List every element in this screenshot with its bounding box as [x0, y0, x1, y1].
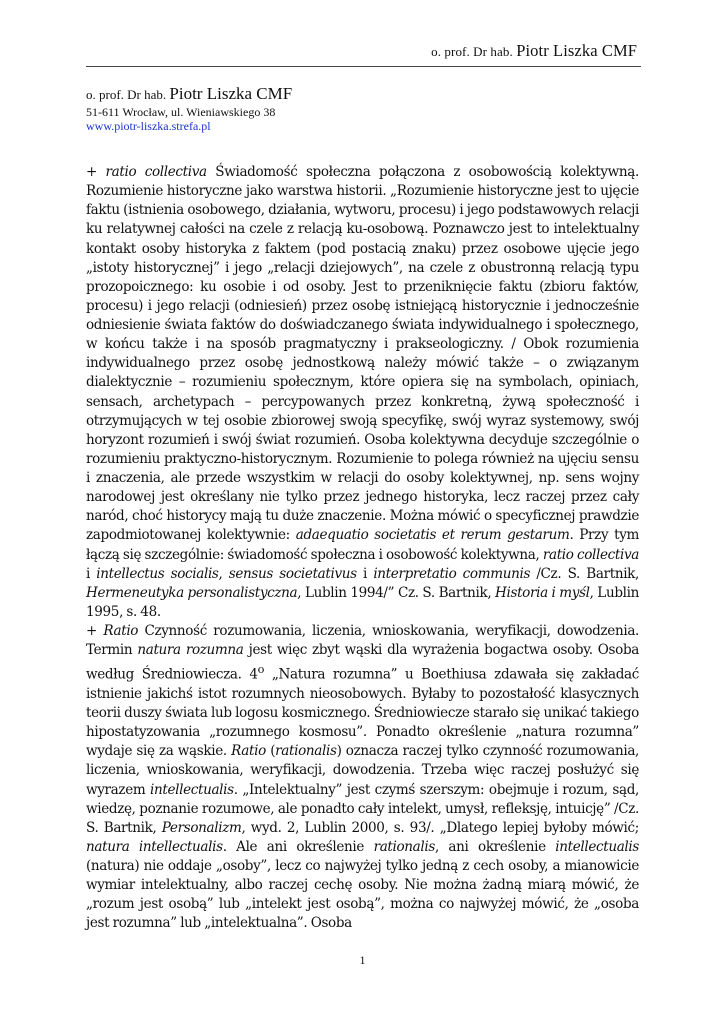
author-address: 51-611 Wrocław, ul. Wieniawskiego 38 — [86, 105, 276, 119]
author-line — [86, 84, 292, 105]
text-run: jest więc zbyt wąski dla wyrażenia bogactwa osoby. Osoba według Średniowiecza. 4 — [86, 642, 639, 683]
text-run: , wyd. 2, Lublin 2000, s. 93/. „Dlatego lepiej byłoby mówić; — [241, 819, 639, 836]
entry-ratio — [86, 622, 639, 934]
author-website-link[interactable]: www.piotr-liszka.strefa.pl — [86, 119, 211, 133]
text-run: + — [86, 623, 104, 639]
text-run: . Ale ani określenie — [222, 838, 374, 855]
text-run: Czynność rozumowania, liczenia, wnioskowania, weryfikacji, dowodzenia. Termin — [86, 623, 640, 659]
text-run: , — [218, 565, 229, 582]
header-prefix: o. prof. Dr hab. — [431, 44, 513, 59]
italic-term: intellectus socialis — [96, 565, 219, 582]
text-run: ) oznacza raczej tylko czynność rozumowania, liczenia, wnioskowania, weryfikacji, dowodzenia. Trzeba więc raczej posłużyć się wyrazem — [86, 743, 640, 798]
italic-term: adaequatio societatis et rerum gestarum — [295, 527, 570, 544]
author-prefix: o. prof. Dr hab. — [86, 87, 167, 102]
text-run: i — [356, 565, 374, 582]
italic-term: ratio collectiva — [105, 164, 207, 180]
italic-term: ratio collectiva — [542, 546, 639, 563]
italic-term: natura intellectualis — [86, 838, 223, 855]
author-block — [86, 84, 292, 133]
italic-book-title: Historia i myśl — [495, 584, 590, 601]
page-number: 1 — [359, 953, 366, 967]
italic-term: sensus societativus — [228, 565, 357, 582]
italic-term: interpretatio communis — [373, 565, 531, 582]
italic-term: natura rozumna — [137, 642, 244, 659]
italic-term: rationalis — [275, 743, 337, 760]
header-author-name: Piotr Liszka CMF — [516, 41, 637, 60]
text-run: . Przy tym łączą się szczególnie: świadomość społeczna i osobowość kolektywna, — [86, 527, 639, 563]
text-run: , Lublin 1994/” Cz. S. Bartnik, — [297, 584, 496, 601]
text-run: i — [86, 565, 97, 582]
text-run: + — [86, 164, 106, 180]
superscript-o: o — [257, 663, 265, 677]
italic-book-title: Hermeneutyka personalistyczna — [86, 584, 298, 601]
running-header — [431, 41, 637, 61]
text-run: ( — [265, 743, 276, 760]
italic-term: Ratio — [103, 623, 139, 639]
italic-term: intellectualis — [555, 838, 640, 855]
italic-term: Ratio — [231, 743, 266, 760]
text-run: Świadomość społeczna połączona z osobowością kolektywną. Rozumienie historyczne jako warstwa historii. „Rozumienie historyczne jest to ujęcie faktu (istnienia osobowego, działania, wytworu, procesu) i jego podstawowych relacji ku relatywnej całości na czele z relacją ku-osobową. Poznawczo jest to intelektualny kontakt osoby historyka z faktem (pod postacią znaku) przez osobowe ujęcie jego „istoty historycznej” i jego „relacji dziejowych”, na czele z obustronną relacją typu prozopoicznego: ku osobie i od osoby. Jest to przeniknięcie faktu (zbioru faktów, procesu) i jego relacji (odniesień) przez osobę istniejącą historycznie i jednocześnie odniesienie świata faktów do doświadczanego świata indywidualnego i społecznego, w końcu także i na sposób pragmatyczny i prakseologiczny. / Obok rozumienia indywidualnego przez osobę jednostkową należy mówić także – o związanym dialektycznie – rozumieniu społecznym, które opiera się na symbolach, opiniach, sensach, archetypach – percypowanych przez konkretną, żywą społeczność i otrzymujących w tej osobie zbiorowej swoją specyfikę, swój wyraz systemowy, swój horyzont rozumień i swój świat rozumień. Osoba kolektywna decyduje szczególnie o rozumieniu praktyczno-historycznym. Rozumienie to polega również na ujęciu sensu i znaczenia, ale przede wszystkim w relacji do osoby kolektywnej, np. sens wojny narodowej jest określany nie tylko przez jednego historyka, lecz raczej przez cały naród, choć historycy mają tu duże znaczenie. Można mówić o specyficznej prawdzie zapodmiotowanej kolektywnie: — [86, 164, 639, 544]
italic-term: rationalis — [373, 838, 435, 855]
body-text — [86, 163, 639, 934]
text-run: . „Intelektualny” jest czymś szerszym: obejmuje i rozum, sąd, wiedzę, poznanie rozumowe, ale ponadto cały intelekt, umysł, refleksję, intuicję” /Cz. S. Bartnik, — [86, 781, 639, 836]
text-run: , ani określenie — [434, 838, 556, 855]
italic-term: intellectualis — [150, 781, 234, 798]
entry-ratio-collectiva — [86, 163, 639, 622]
text-run: , Lublin 1995, s. 48. — [86, 584, 639, 620]
text-run: (natura) nie oddaje „osoby”, lecz co najwyżej tylko jedną z cech osoby, a mianowicie wymiar intelektualny, albo raczej cechę osoby. Nie można żadną miarą mówić, że „rozum jest osobą” lub „intelekt jest osobą”, można co najwyżej mówić, że „osoba jest rozumna” lub „intelektualna”. Osoba — [86, 858, 639, 932]
header-rule — [86, 66, 641, 67]
text-run: „Natura rozumna” u Boethiusa zdawała się zakładać istnienie jakichś istot rozumnych nieosobowych. Byłaby to pozostałość klasycznych teorii duszy świata lub logosu kosmicznego. Średniowiecze starało się unikać takiego hipostatyzowania „rozumnego kosmosu”. Ponadto określenie „natura rozumna” wydaje się za wąskie. — [86, 666, 639, 760]
text-run: /Cz. S. Bartnik, — [530, 565, 639, 582]
author-name: Piotr Liszka CMF — [169, 84, 293, 103]
italic-book-title: Personalizm — [161, 819, 242, 836]
